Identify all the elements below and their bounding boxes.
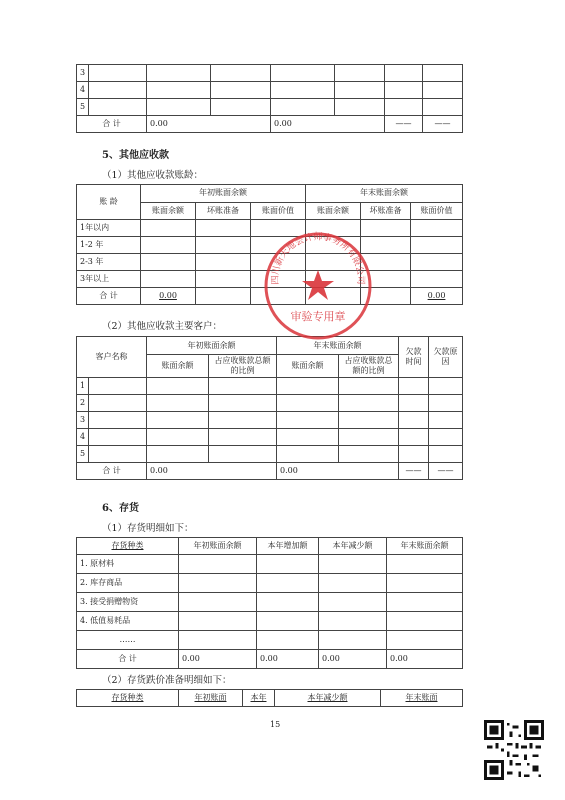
table-total-row: 合 计 0.00 0.00 — [77, 288, 463, 305]
inventory-caption: （1）存货明细如下： — [102, 523, 194, 534]
aging-caption: （1）其他应收款账龄： — [102, 170, 204, 181]
table-row: 4 — [77, 429, 463, 446]
section-6-title: 6、存货 — [102, 503, 139, 514]
table-row: 1. 原材料 — [77, 555, 463, 574]
table-row: 2. 库存商品 — [77, 574, 463, 593]
table-total-row: 合 计 0.00 0.00 0.00 0.00 — [77, 650, 463, 669]
table-row: 2-3 年 — [77, 254, 463, 271]
aging-table: 账 龄 年初账面余额 年末账面余额 账面余额 坏账准备 账面价值 账面余额 坏账准备 账面价值 1年以内 1-2 年 2-3 年 3年以上 合 计 0.00 0.00 — [76, 184, 463, 305]
table-row: 5 — [77, 446, 463, 463]
impairment-table: 存货种类 年初账面 本年 本年减少额 年末账面 — [76, 689, 463, 707]
table-row: 3年以上 — [77, 271, 463, 288]
seal-text: 四川新天地会计师事务所有限公司 — [270, 232, 366, 285]
aging-column-label: 账 龄 — [77, 185, 141, 220]
table-row: 4. 低值易耗品 — [77, 612, 463, 631]
qr-code-icon — [484, 720, 544, 780]
table-row: 3. 接受捐赠物资 — [77, 593, 463, 612]
customers-caption: （2）其他应收款主要客户： — [102, 321, 223, 332]
table-row: …… — [77, 631, 463, 650]
customer-name-header: 客户名称 — [77, 337, 147, 378]
section-5-title: 5、其他应收款 — [102, 150, 169, 161]
audit-seal-stamp — [262, 230, 374, 342]
table-row: 5 — [77, 99, 463, 116]
table-row: 4 — [77, 82, 463, 99]
page-number: 15 — [270, 720, 281, 729]
receivables-table-continued — [76, 64, 463, 133]
table-row: 1-2 年 — [77, 237, 463, 254]
seal-star-icon — [302, 270, 334, 300]
table-row: 2 — [77, 395, 463, 412]
customers-table: 客户名称 年初账面余额 年末账面余额 欠款时间 欠款原因 账面余额 占应收账款总额的比例 账面余额 占应收账款总额的比例 1 2 3 4 5 合 计 0.00 0.00 —— —— — [76, 336, 463, 480]
table-row: 3 — [77, 65, 463, 82]
table-row: 1年以内 — [77, 220, 463, 237]
table-total-row: 合 计 0.00 0.00 —— —— — [77, 463, 463, 480]
seal-bottom-text: 审验专用章 — [290, 310, 346, 323]
impairment-caption: （2）存货跌价准备明细如下： — [102, 675, 232, 686]
table-row: 1 — [77, 378, 463, 395]
table-total-row: 合 计 0.00 0.00 —— —— — [77, 116, 463, 133]
table-row: 3 — [77, 412, 463, 429]
inventory-table: 存货种类 年初账面余额 本年增加额 本年减少额 年末账面余额 1. 原材料 2. 库存商品 3. 接受捐赠物资 4. 低值易耗品 …… 合 计 0.00 0.00 0.00 0.00 — [76, 537, 463, 669]
